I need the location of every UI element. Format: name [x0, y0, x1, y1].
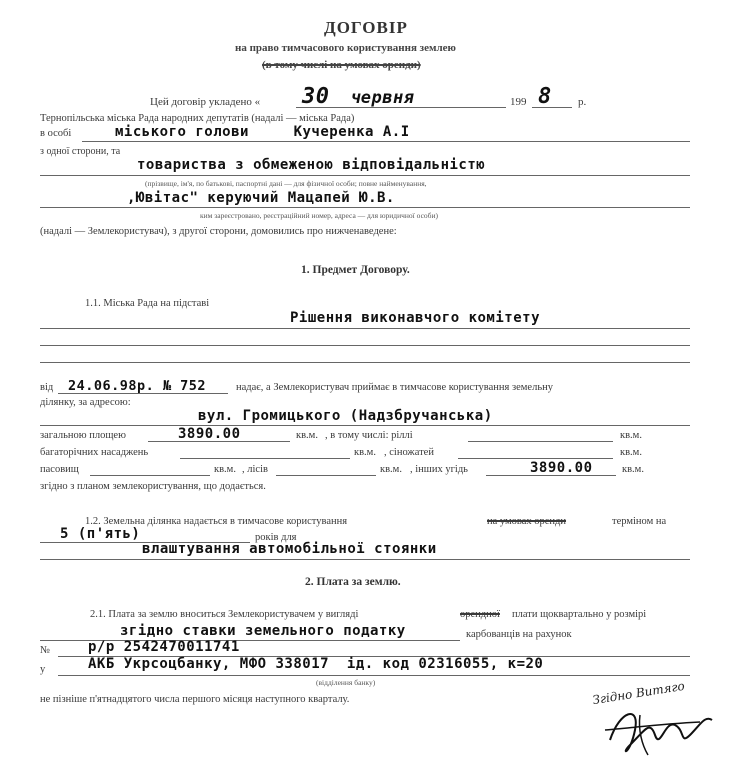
org-caption: ким зареєстровано, реєстраційний номер, адреса — для юридичної особи)	[200, 211, 438, 220]
section-2-heading: 2. Плата за землю.	[305, 576, 401, 588]
arable-label: , в тому числі: ріллі	[325, 430, 413, 441]
plot-address-label: ділянку, за адресою:	[40, 397, 131, 408]
sqm-7: кв.м.	[622, 464, 644, 475]
sqm-2: кв.м.	[620, 430, 642, 441]
from-prefix: від	[40, 382, 54, 393]
decision-basis: Рішення виконавчого комітету	[290, 310, 541, 326]
company-line-1: товариства з обмеженою відповідальністю	[137, 157, 486, 173]
p12-term: терміном на	[612, 516, 667, 527]
year-end: р.	[578, 96, 587, 108]
sqm-5: кв.м.	[214, 464, 236, 475]
plot-address: вул. Громицького (Надзбручанська)	[198, 408, 493, 424]
p21-text: 2.1. Плата за землю вноситься Землекористувачем у вигляді	[90, 609, 359, 620]
term-value: 5 (п'ять)	[60, 526, 141, 542]
signature-icon	[600, 700, 720, 760]
handwritten-note: Згідно Витяго	[591, 678, 686, 708]
year-prefix: 199	[510, 96, 527, 108]
pastures-label: пасовищ	[40, 464, 79, 475]
perennial-label: багаторічних насаджень	[40, 447, 149, 458]
section-1-heading: 1. Предмет Договору.	[301, 264, 410, 276]
sqm-1: кв.м.	[296, 430, 318, 441]
purpose-value: влаштування автомобільної стоянки	[142, 541, 437, 557]
sqm-4: кв.м.	[620, 447, 642, 458]
bank-in-label: у	[40, 664, 46, 675]
document-subtitle: на право тимчасового користування землею	[235, 42, 456, 54]
forests-label: , лісів	[242, 464, 268, 475]
currency-text: карбованців на рахунок	[466, 629, 572, 640]
document-title: ДОГОВІР	[324, 18, 408, 37]
other-lands-label: , інших угідь	[410, 464, 468, 475]
mayor-name: міського голови Кучеренка А.І	[115, 124, 410, 140]
p12-struck: на умовах оренди	[487, 516, 567, 527]
contract-day: 30	[302, 84, 330, 109]
person-prefix: в особі	[40, 128, 72, 139]
plan-text: згідно з планом землекористування, що додається.	[40, 481, 266, 492]
date-prefix: Цей договір укладено «	[150, 96, 261, 108]
sqm-3: кв.м.	[354, 447, 376, 458]
account-no-label: №	[40, 645, 51, 656]
one-side-text: з одної сторони, та	[40, 146, 121, 157]
council-line: Тернопільська міська Рада народних депутатів (надалі — міська Рада)	[40, 113, 355, 124]
other-side-text: (надалі — Землекористувач), з другої сторони, домовились про нижченаведене:	[40, 226, 397, 237]
p21-struck: орендної	[460, 609, 500, 620]
sqm-6: кв.м.	[380, 464, 402, 475]
person-caption: (прізвище, ім'я, по батькові, паспортні дані — для фізичної особи; повне найменування,	[145, 179, 427, 188]
payment-amount: згідно ставки земельного податку	[120, 623, 406, 639]
decision-reference: 24.06.98р. № 752	[68, 378, 207, 394]
total-area: 3890.00	[178, 426, 241, 442]
p11-prefix: 1.1. Міська Рада на підставі	[85, 298, 210, 309]
hayfields-label: , сіножатей	[384, 447, 434, 458]
years-for: років для	[255, 532, 297, 543]
grants-text: надає, а Землекористувач приймає в тимчасове користування земельну	[236, 382, 553, 393]
area-label: загальною площею	[40, 430, 126, 441]
deadline-text: не пізніше п'ятнадцятого числа першого місяця наступного кварталу.	[40, 694, 350, 705]
other-lands-area: 3890.00	[530, 460, 593, 476]
p21-rest: плати щоквартально у розмірі	[512, 609, 647, 620]
p12-text: 1.2. Земельна ділянка надається в тимчасове користування	[85, 516, 348, 527]
company-line-2: ,Ювітас" керуючий Мацапей Ю.В.	[127, 190, 395, 206]
year-digit: 8	[538, 84, 552, 109]
struck-subtitle: (в тому числі на умовах оренди)	[262, 59, 421, 71]
contract-month: червня	[350, 88, 415, 108]
account-number: р/р 2542470011741	[88, 639, 240, 655]
bank-caption: (відділення банку)	[316, 678, 376, 687]
bank-details: АКБ Укрсоцбанку, МФО 338017 ід. код 02316055, к=20	[88, 656, 544, 672]
